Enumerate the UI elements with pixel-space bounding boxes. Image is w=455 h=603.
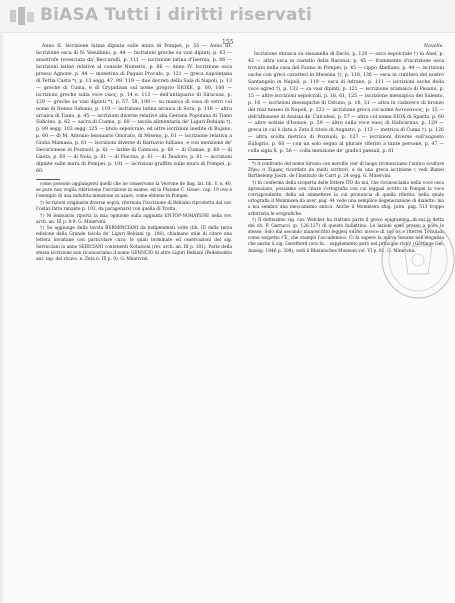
page-number: 155 xyxy=(222,39,234,46)
footnote-rule xyxy=(248,159,272,160)
watermark-banner xyxy=(0,0,455,33)
running-head: Novelle. xyxy=(423,44,444,49)
footnote-rule xyxy=(36,179,60,180)
left-footnote: †) Iscrizioni originarie diverse sopra, ritornata l'iscrizione di Bebiano riprodotta dal cav. Costaz fatto ranante p. 103, da paragonarsi con quella di Trotta. xyxy=(36,200,232,212)
page-edge-shadow xyxy=(0,32,6,603)
left-footnotes xyxy=(36,182,232,263)
right-footnote: *) A confronto del nome Sirusio con nerofilo (ser di luogo riconosciamo l'antico scultore Ζήνω σ Σίμμας ricordato da molti scrittori, e da una greca iscrizione ( vedi Bianei Barthelemy Journ. de l'Instituto de Carri p. 24 segg. G. Minervini. xyxy=(248,162,444,180)
left-footnote: †) M Iennuario riporta la mia opinione sulla aggiunta ENTOP-ΝΟΗΑΥΕΝΕ nella rev. arch. an. III p. 8-9. G. Minervini. xyxy=(36,213,232,225)
right-body-text: Iscrizione ebraica su sissanella di Eeclo, p. 120 — osca sepolcrale †) in Anel, p. 42 — altra osca in castello della Baronia, p. 45 — frammento d'iscrizione osca trovata nella casa del Fauno in Pompei, p. 45 — cippo Abellano, p. 44 — iscrizioni osche con greci caratteri in Messina †), p. 118, 136 — osca in cimitero del nostro Santangelo in Napoli, p. 119 — osca di Adrano, p. 111 — iscrizioni osche della voce agred †), p. 132 — su vasi dipinti, p. 121 — iscrizione aramaica di Pesano, p. 15 — altre iscrizioni sepolcrali, p. 16, 61, 125 — iscrizione messapica del Salento, p. 16 — iscrizioni messapiche di Ostuno, p. 16, 31 — altra in cadaveco di bronzo del real museo in Napoli, p. 121 — iscrizione greca col nome Αντοναιους, p. 15 — dell'albanese di Assisia de' Calcidesi, p. 57 — altra col nome ΕΙΟΧ di Sparta, p. 60 — altre notizie d'Isonoe, p. 59 — altre sulla voce ναος di Halicarnus, p. 129 — greca in cui è data a Zeta il titolo di Augusto, p. 113 — metrica di Cuma †), p. 126 — altra scolta metrica di Pozzuoli, p. 127 — iscrizioni diverse sull'augusto Eulogrio, p. 60 — con un solo segno al plurale riferito a tante persone, p. 47 — colla sigla Χ, p. 56 — colla menzione de' giudici paesali, p. 61 xyxy=(248,51,444,155)
biasa-logo-icon xyxy=(10,7,34,25)
library-stamp-icon xyxy=(378,216,455,302)
left-footnote: come possono aggiungersi quelli che ne conservano la Verrone de ling. lat. lib. V. n. 40, se pure non voglia riferirsene l'iscrizione in esame, ed la Platone C. Graec. cap. 19 ove è l'esempio di una indubita menzione su asare, come ebbene in Pompei. xyxy=(36,182,232,200)
right-footnote: †) In conferma della scoperta delle lettere ΠΟ da noi, che riconosciamo nella voce osca apreusiano, possiamo con citare l'ortografia con cui leggasi scritto in Pompei la voce corrispondente, della ad ammettere la cui pronuncia di quella riferita, nella quale ortografia il Mommsen da aver. pag. 44 vede una semplice degenerazione di dialetto: ma a noi sembra una meccanismo antica. Anche il Mommsen sfug. prim. pag. 513 troppo arbitraria le orografiche. xyxy=(248,181,444,217)
left-footnote: †) Su aggiunge della tavola BERMINCIANI da indipendenti volte (lib. III della terza edizione della Grande tavola de' Liguri Bebiani (p. 106), chiamano utile di citare una lettera inviatane con particolare cura; le quali terminate ed osservazioni del sig. Serricciani lo anno SERICIANI contenenti Notazioni (rev. arch. an. III p. 181). Parte della stessa iscrizione non riconosciamo il nome GENNCIO di altre Liguri Bebiani (Pedemontio ant. tap. del ricavo. e. Zeta n. IX p. 9). G. Minervini. xyxy=(36,226,232,262)
left-body-text: Anno II. Iscrizione latina dipinta sulle mura di Pompei, p. 55 — Anno III. Iscrizione osca di N. Vesullinio, p. 44 — Iscrizioni greche su vasi dipinti, p. 63 — anastrofe rovesciata da' Beccarelli, p. 111 — iscrizione latina d'Isernia, p. 86 — Iscrizioni latine relative al console Numerio, p. 86 — Anno IV. Iscrizione osca presso Agnone, p. 44 — monetina di Paquio Proculo, p. 121 — greca napoletana di Tettia Casta *), p. 13 segg. 47. 99. 119 — due decreti della Sala di Napoli, p. 13 — greche di Cuma, e di Crypidium sul nome proprio ΕΙΟΧΕ, p. 60, 108 — iscrizioni greche sulla voce ναος, p. 14 e. 113 — dell'antiquario di Siracusa, p. 129 — greche su vasi dipinti *), p. 57. 58, 108 — su manico di vaso di vetro col nome di Ireneo Sidonio, p. 119 — iscrizione latina arcaica di Sora, p. 118 — altra arcaica di Tiano, p. 45 — iscrizioni diverse relative alla Gerusia Populana di Tiano Sidicino, p. 62 — sacra di Cosma, p. 60 — tavola alimentaria de' Liguri Bebiani †), p. 89 segg. 103 segg. 125 — titolo sepolcrale, ed altre iscrizioni inedite di Bojano, p. 60 — di M. Antonio Iennuario Onorato, di Miseno, p. 61 — iscrizione relativa a Giulia Mamaea, p. 61 — iscrizioni diverse di Barnavio Iulliano, e con menzione de' Decurionese in Pozzuoli, p. 61 — latine di Cannosa, p. 60 — di Cumae, p. 60 — di Gaeta, p. 60 — di Nola, p. 61 — di Piacina, p. 61 — di Teadoro, p. 61 — iscrizioni dipinte sulle mura di Pompei, p. 101 — iscrizioni graffite sulle mura di Pompei, p. 60. xyxy=(36,44,232,175)
watermark-text: BiASA Tutti i diritti riservati xyxy=(40,5,312,25)
right-footnote: †) Il dottissimo sig. cav. Welcker ha trattato parte il greco epigramma, di cui la detta del ch. P. Garrucci (p. 126-127) di questo bullettino. Le lezioni sono presso a poco le stesse. Solo dal secondo manoscritto leggesi σαΐδει invece di τοῦ σε e riterrei Τσεκάιαι come sospetto l'Ἐ, che stampò l'accademico. Ci fa sapere la nuova lezione nell'eleganza che anche il sig. Gerstherd (ora fα. . supplemento però nel principio ristò! (Göttinge Gel. Anzeig. 1846 p. 308); vedi il Rheinisches Museum vol. VI p. 81. G. Minervini. xyxy=(248,218,444,254)
left-column xyxy=(36,44,232,263)
